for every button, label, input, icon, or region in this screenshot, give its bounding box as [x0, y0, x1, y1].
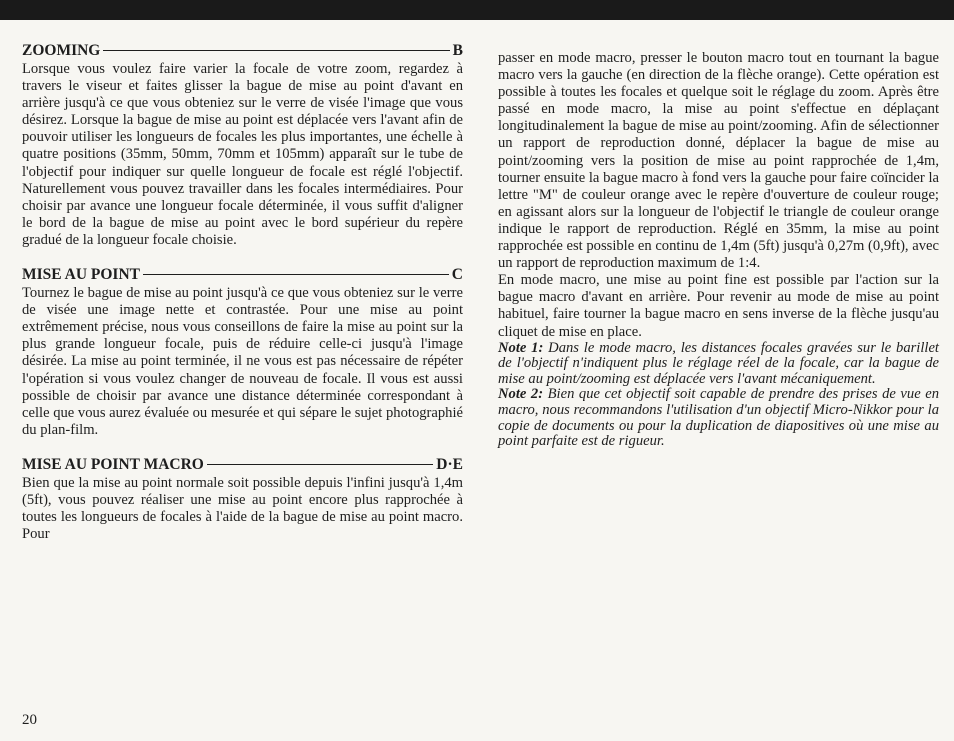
section-mise-au-point	[22, 266, 463, 439]
top-border-bar	[0, 0, 954, 20]
figure-letter: D·E	[436, 455, 463, 473]
figure-letter: C	[451, 266, 463, 284]
right-column	[498, 50, 939, 450]
section-title: MISE AU POINT MACRO	[22, 455, 204, 473]
note-text: Dans le mode macro, les distances focales gravées sur le barillet de l'objectif n'indiquent plus le réglage réel de la focale, car la bague de mise au point/zooming est déplacée vers l'avant mécaniquement.	[498, 339, 939, 387]
heading-rule	[143, 274, 449, 275]
left-column	[22, 42, 463, 560]
macro-fine-focus-text: En mode macro, une mise au point fine est possible par l'action sur la bague macro d'avant en arrière. Pour revenir au mode de mise au point habituel, faire tourner la bague macro en sens inverse de la flèche jusqu'au cliquet de mise en place.	[498, 272, 939, 340]
section-title: ZOOMING	[22, 42, 101, 59]
macro-continued-text: passer en mode macro, presser le bouton macro tout en tournant la bague macro vers la gauche (en direction de la flèche orange). Cette opération est possible à toutes les focales et quelque soit le réglage du zoom. Après être passé en mode macro, la mise au point s'effectue en déplaçant longitudinalement la bague de mise au point/zooming. Afin de sélectionner un rapport de reproduction donné, déplacer la bague de mise au point/zooming vers la position de mise au point rapprochée de 1,4m, tourner ensuite la bague macro à fond vers la gauche pour faire coïncider la lettre "M" de couleur orange avec le repère d'ouverture de couleur rouge; en agissant alors sur la longueur de l'objectif le triangle de couleur orange indique le rapport de reproduction. Réglé en 35mm, la mise au point rapprochée est possible en continu de 1,4m (5ft) jusqu'à 0,27m (0,9ft), avec un rapport de reproduction maximum de 1:4.	[498, 50, 939, 272]
note-1	[498, 341, 939, 388]
section-title: MISE AU POINT	[22, 266, 140, 284]
section-text: Bien que la mise au point normale soit possible depuis l'infini jusqu'à 1,4m (5ft), vous pouvez réaliser une mise au point encore plus rapprochée à toutes les longueurs de focales à l'aide de la bague de mise au point macro. Pour	[22, 474, 463, 543]
section-mise-au-point-macro	[22, 456, 463, 543]
note-2	[498, 387, 939, 449]
note-label: Note 2:	[498, 386, 544, 403]
figure-letter: B	[452, 42, 463, 59]
section-text: Lorsque vous voulez faire varier la focale de votre zoom, regardez à travers le viseur et faites glisser la bague de mise au point d'avant en arrière jusqu'à ce que vous obteniez sur le verre de visée l'image que vous désirez. Lorsque la bague de mise au point est déplacée vers l'avant afin de pouvoir utiliser les longueurs de focales les plus importantes, une échelle à quatre positions (35mm, 50mm, 70mm et 105mm) apparaît sur le tube de l'objectif pour indiquer sur quelle longueur de focale est réglé l'objectif. Naturellement vous pouvez travailler dans les focales intermédiaires. Pour choisir par avance une longueur focale déterminée, il vous suffit d'aligner le bord de la bague de mise au point avec le bord supérieur du repère gradué de la longueur focale choisie.	[22, 61, 463, 248]
section-heading	[22, 266, 463, 283]
note-label: Note 1:	[498, 339, 544, 356]
section-zooming	[22, 42, 463, 249]
section-text: Tournez le bague de mise au point jusqu'à ce que vous obteniez sur le verre de visée une image nette et contrastée. Pour une mise au point extrêmement précise, nous vous conseillons de faire la mise au point sur la plus grande longueur focale, puis de réduire celle-ci jusqu'à l'image désirée. La mise au point terminée, il ne vous est pas nécessaire de répéter l'opération si vous voulez changer de nouveau de focale. Il vous est aussi possible de choisir par avance une distance déterminée correspondant à celle que vous aurez évaluée ou mesurée et qui sépare le sujet photographié du plan-film.	[22, 285, 463, 438]
heading-rule	[103, 50, 449, 51]
note-text: Bien que cet objectif soit capable de prendre des prises de vue en macro, nous recommandons l'utilisation d'un objectif Micro-Nikkor pour la copie de documents ou pour la duplication de diapositives où une mise au point parfaite est de rigueur.	[498, 386, 939, 450]
heading-rule	[207, 464, 433, 465]
section-heading	[22, 456, 463, 473]
section-heading	[22, 42, 463, 59]
page-number: 20	[22, 712, 37, 728]
